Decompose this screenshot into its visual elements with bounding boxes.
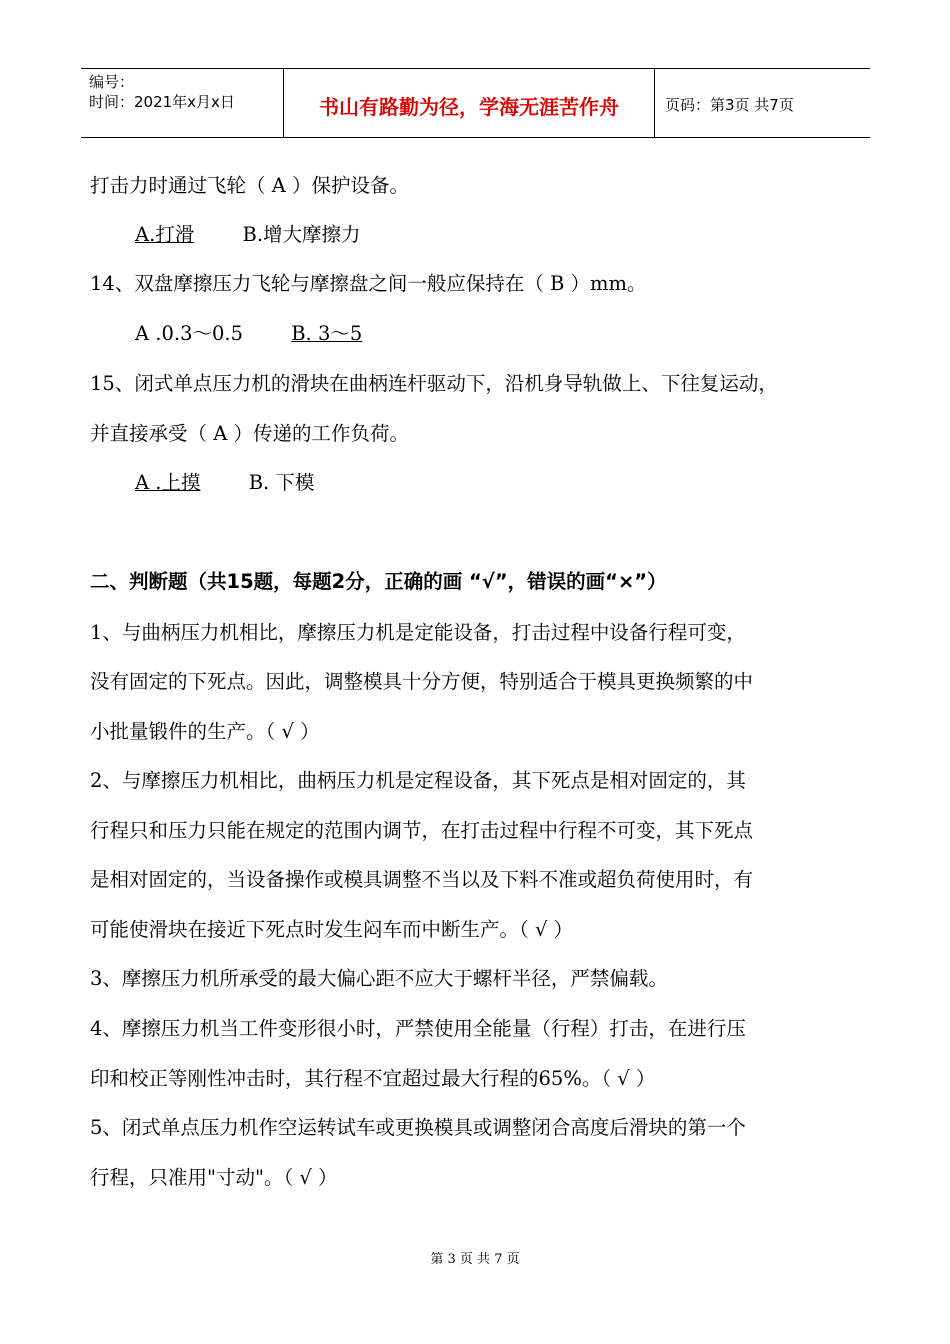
judge-1-line-3: 小批量锻件的生产。（ √ ） <box>90 720 320 743</box>
option-a: A .0.3～0.5 <box>135 322 244 345</box>
question-14-options <box>135 320 362 348</box>
judge-2-line-4: 可能使滑块在接近下死点时发生闷车而中断生产。（ √ ） <box>90 918 574 941</box>
judge-2-line-2: 行程只和压力只能在规定的范围内调节，在打击过程中行程不可变，其下死点 <box>90 819 754 842</box>
number-label: 编号： <box>89 73 135 91</box>
judge-5-line-2: 行程，只准用"寸动"。（ √ ） <box>90 1166 338 1189</box>
judge-5-line-1: 5、闭式单点压力机作空运转试车或更换模具或调整闭合高度后滑块的第一个 <box>90 1116 746 1139</box>
header-info-cell <box>81 69 284 137</box>
judge-1-line-2: 没有固定的下死点。因此，调整模具十分方便，特别适合于模具更换频繁的中 <box>90 670 754 693</box>
option-b: B.增大摩擦力 <box>242 223 361 246</box>
question-13-options <box>135 221 361 249</box>
judge-3-line-1: 3、摩擦压力机所承受的最大偏心距不应大于螺杆半径，严禁偏载。 <box>90 967 668 990</box>
header-page-cell <box>655 69 870 137</box>
option-b: B. 下模 <box>248 471 315 494</box>
document-header <box>81 68 870 138</box>
motto: 书山有路勤为径，学海无涯苦作舟 <box>319 95 619 119</box>
question-15-line-2: 并直接承受（ A ）传递的工作负荷。 <box>90 422 409 445</box>
question-15-line-1: 15、闭式单点压力机的滑块在曲柄连杆驱动下，沿机身导轨做上、下往复运动， <box>90 372 778 395</box>
question-15-options <box>135 469 314 497</box>
time-label: 时间：2021年x月x日 <box>89 93 235 111</box>
judge-4-line-2: 印和校正等刚性冲击时，其行程不宜超过最大行程的65%。（ √ ） <box>90 1067 656 1090</box>
option-a: A .上摸 <box>135 471 201 494</box>
page-footer: 第 3 页 共 7 页 <box>430 1252 520 1267</box>
option-b: B. 3～5 <box>291 322 363 345</box>
option-a: A.打滑 <box>135 223 195 246</box>
question-13-tail: 打击力时通过飞轮（ A ）保护设备。 <box>90 174 409 197</box>
section-title: 二、判断题（共15题，每题2分，正确的画 “√”，错误的画“×”） <box>90 570 667 593</box>
judge-2-line-1: 2、与摩擦压力机相比，曲柄压力机是定程设备，其下死点是相对固定的，其 <box>90 769 746 792</box>
judge-4-line-1: 4、摩擦压力机当工件变形很小时，严禁使用全能量（行程）打击，在进行压 <box>90 1017 746 1040</box>
judge-1-line-1: 1、与曲柄压力机相比，摩擦压力机是定能设备，打击过程中设备行程可变， <box>90 621 746 644</box>
question-14: 14、双盘摩擦压力飞轮与摩擦盘之间一般应保持在（ B ）mm。 <box>90 272 647 295</box>
page-code: 页码：第3页 共7页 <box>665 96 794 114</box>
judge-2-line-3: 是相对固定的，当设备操作或模具调整不当以及下料不准或超负荷使用时，有 <box>90 868 754 891</box>
header-motto-cell <box>284 69 655 137</box>
